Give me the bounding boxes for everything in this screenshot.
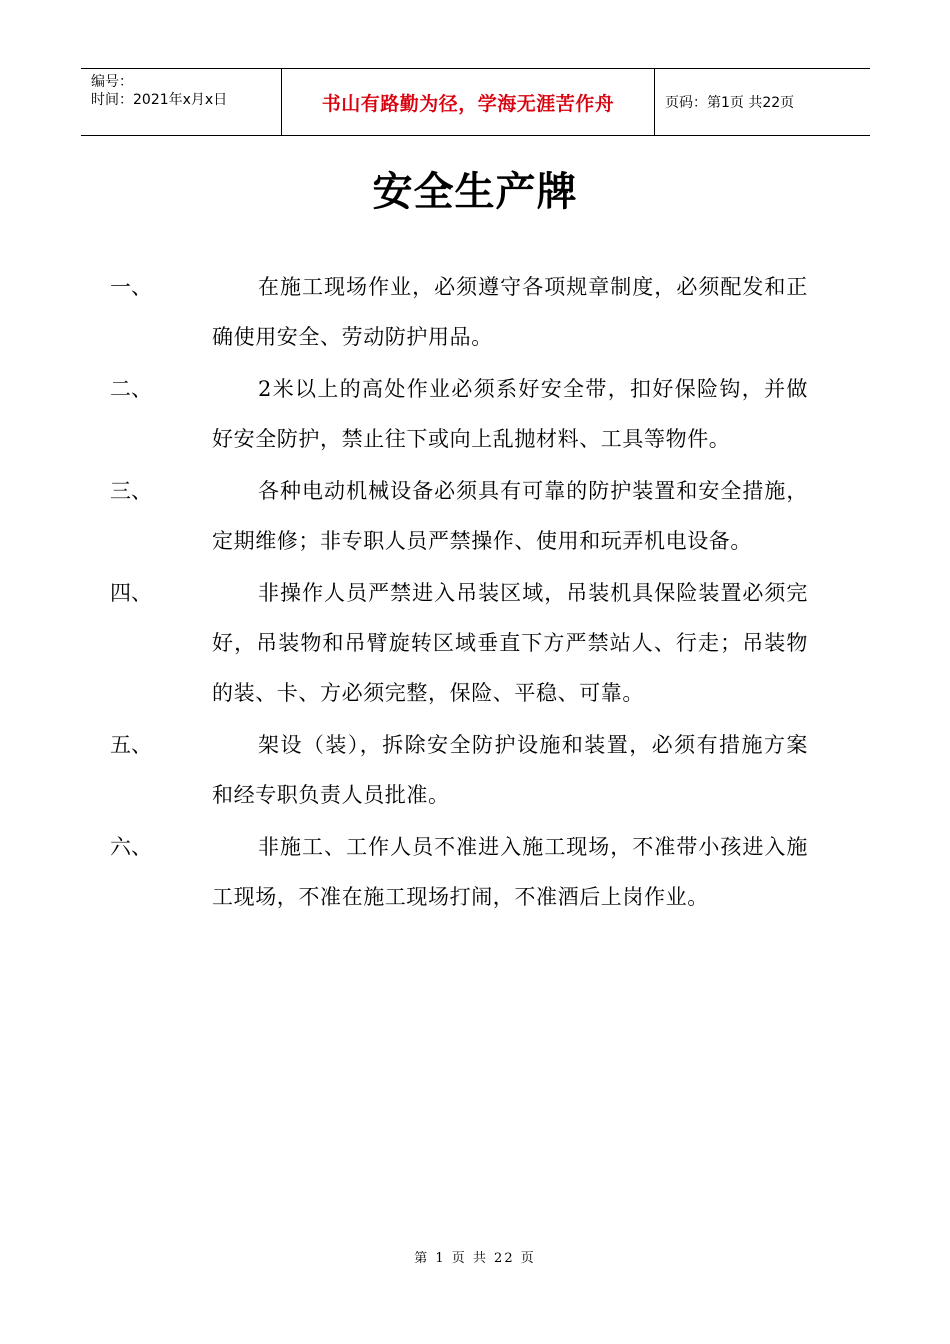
- rule-number: 五、: [110, 733, 152, 757]
- header-motto: 书山有路勤为径，学海无涯苦作舟: [281, 69, 655, 135]
- rule-item: [0, 262, 950, 362]
- rule-item: [0, 822, 950, 922]
- rule-text: 在施工现场作业，必须遵守各项规章制度，必须配发和正确使用安全、劳动防护用品。: [212, 275, 808, 349]
- rule-text: 各种电动机械设备必须具有可靠的防护装置和安全措施，定期维修；非专职人员严禁操作、使用和玩弄机电设备。: [212, 479, 808, 553]
- rule-item: [0, 364, 950, 464]
- rules-list: [0, 262, 950, 924]
- rule-number: 四、: [110, 581, 152, 605]
- rule-number: 三、: [110, 479, 152, 503]
- rule-number: 六、: [110, 835, 152, 859]
- page-title: 安全生产牌: [372, 169, 578, 215]
- rule-text: 架设（装），拆除安全防护设施和装置，必须有措施方案和经专职负责人员批准。: [212, 733, 808, 807]
- rule-number: 二、: [110, 377, 152, 401]
- document-header: [81, 68, 870, 136]
- rule-text: 2米以上的高处作业必须系好安全带，扣好保险钩，并做好安全防护，禁止往下或向上乱抛材料、工具等物件。: [212, 377, 808, 451]
- rule-item: [0, 568, 950, 718]
- page-footer: 第 1 页 共 22 页: [414, 1251, 536, 1266]
- rule-number: 一、: [110, 275, 152, 299]
- rule-item: [0, 466, 950, 566]
- rule-text: 非施工、工作人员不准进入施工现场，不准带小孩进入施工现场，不准在施工现场打闹，不准酒后上岗作业。: [212, 835, 808, 909]
- header-meta: [81, 69, 281, 135]
- rule-item: [0, 720, 950, 820]
- code-label: 编号：: [91, 74, 133, 90]
- header-page-info: 页码：第1页 共22页: [665, 95, 795, 111]
- rule-text: 非操作人员严禁进入吊装区域，吊装机具保险装置必须完好，吊装物和吊臂旋转区域垂直下方严禁站人、行走；吊装物的装、卡、方必须完整，保险、平稳、可靠。: [212, 581, 808, 705]
- time-label: 时间：2021年x月x日: [91, 92, 228, 108]
